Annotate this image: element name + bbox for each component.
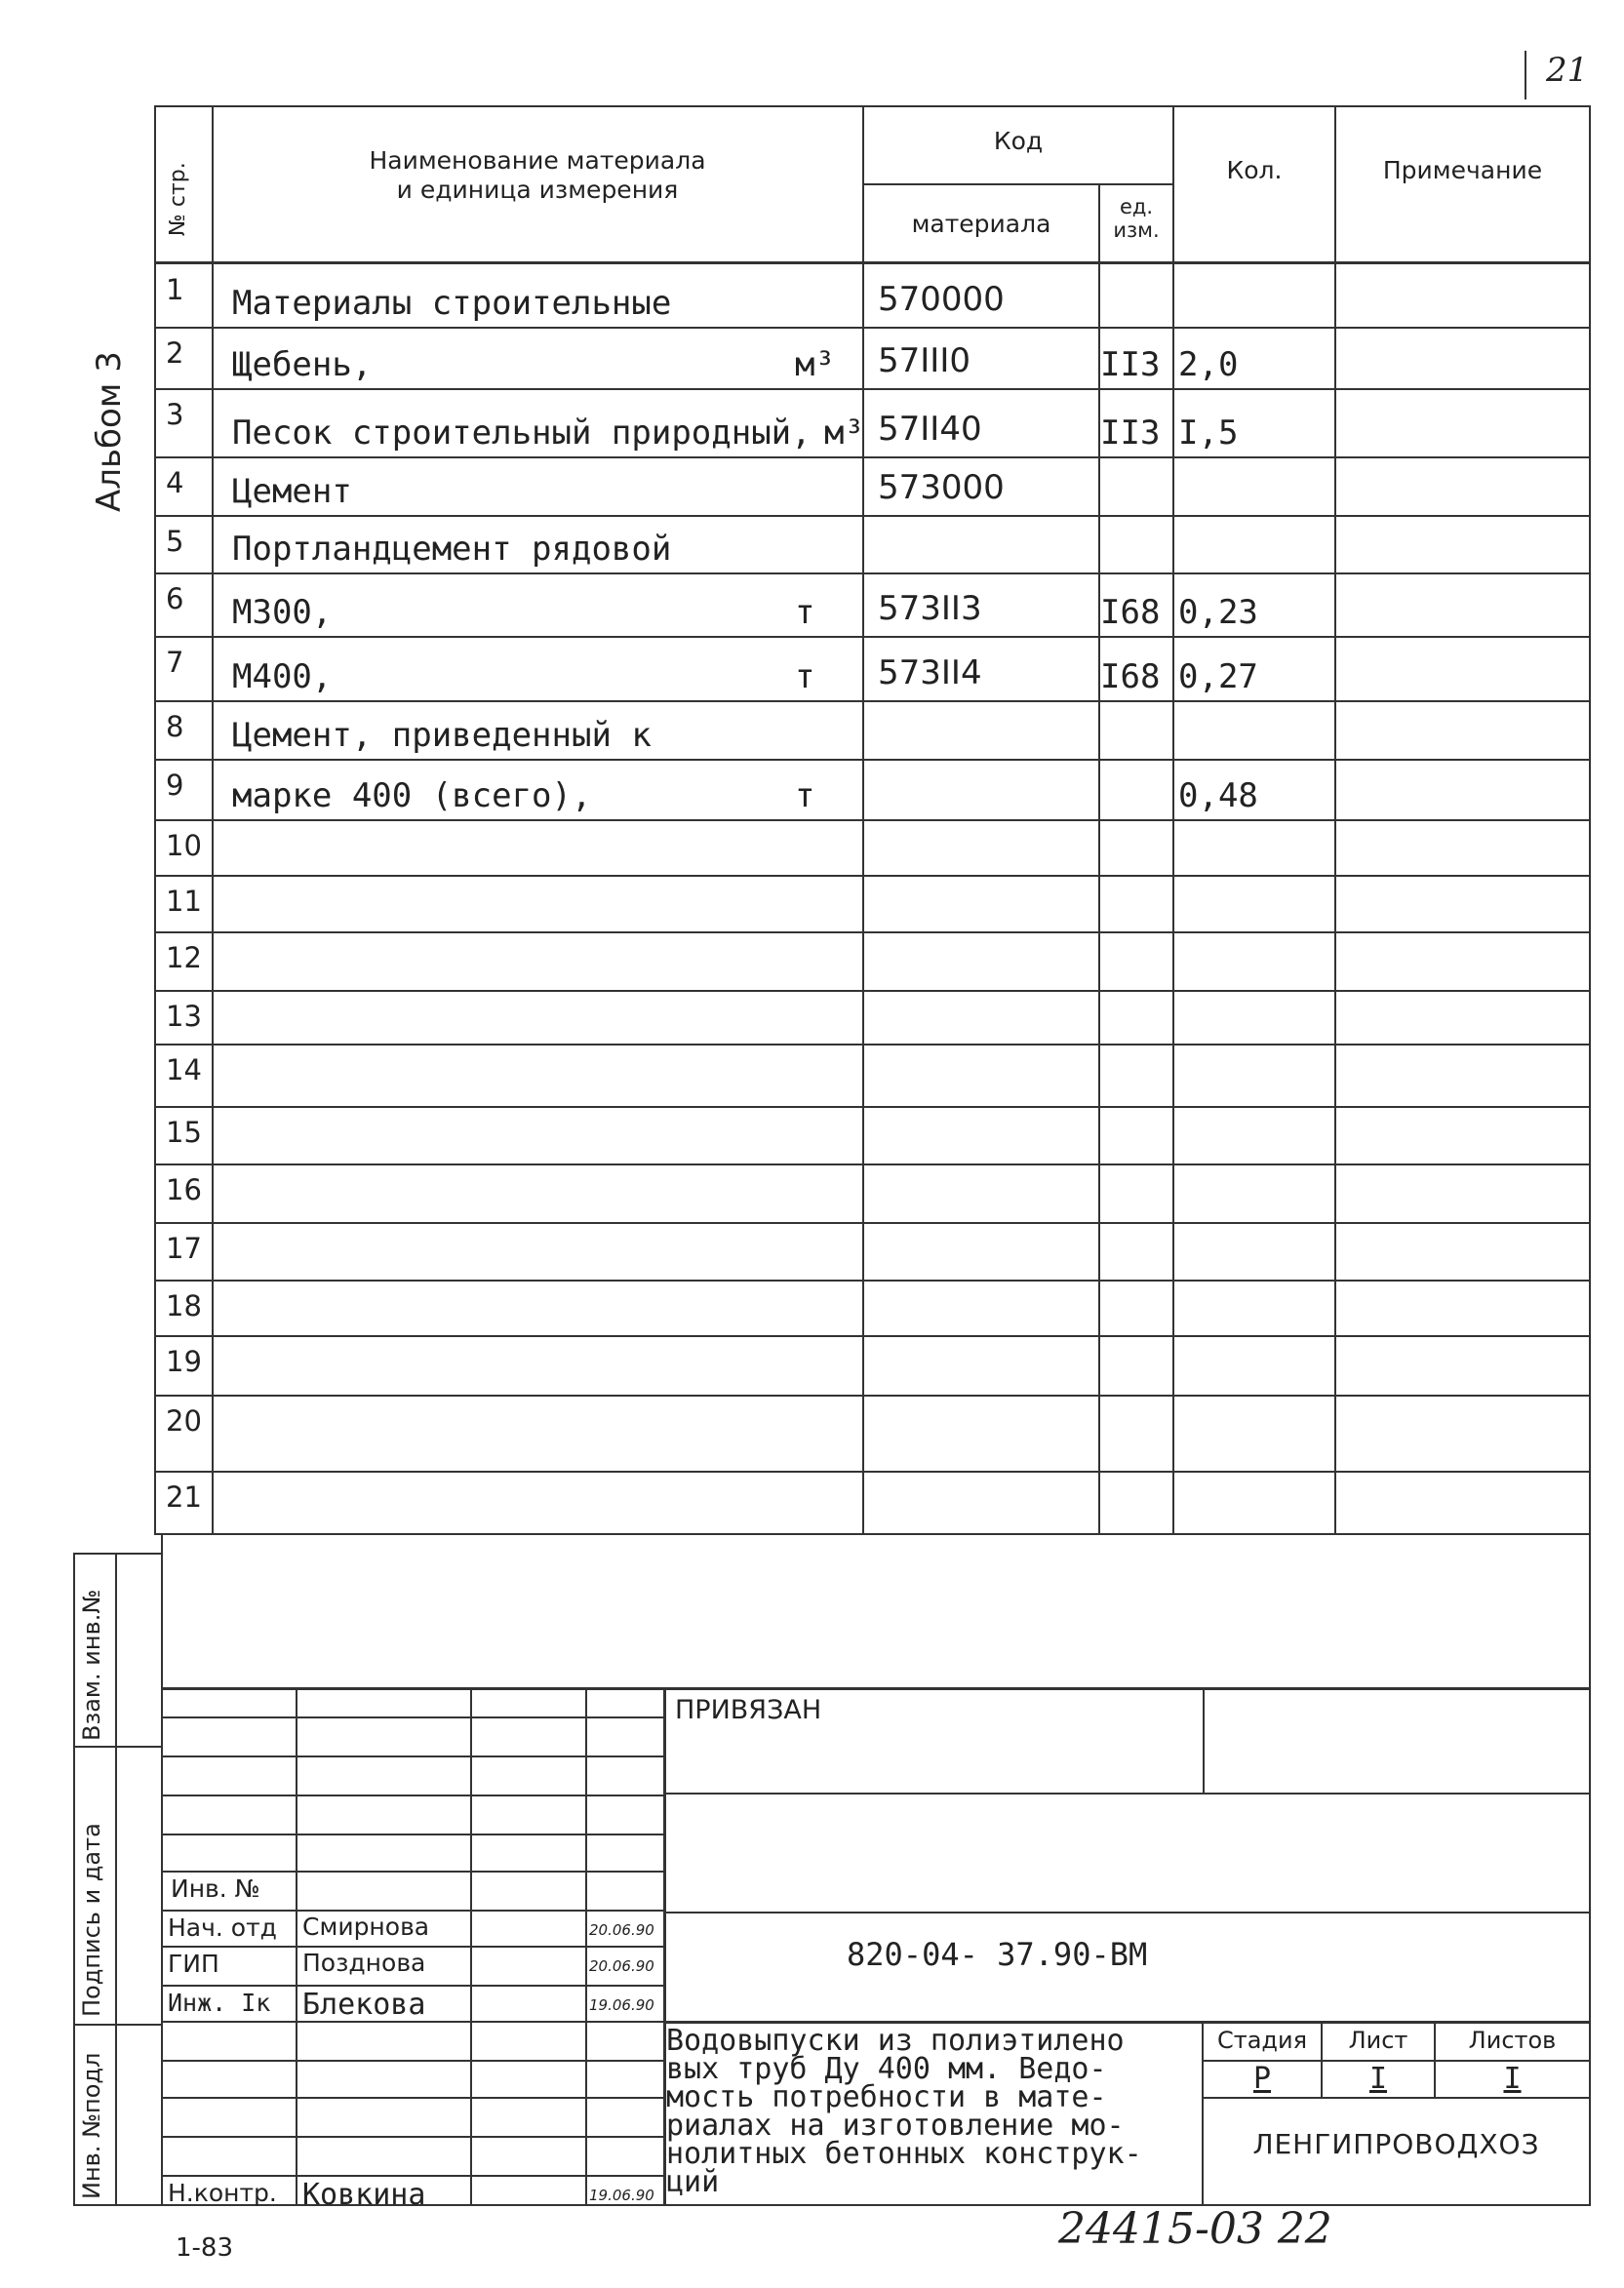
staff-name: Ковкина — [302, 2178, 426, 2212]
row-unit-code: I68 — [1100, 657, 1161, 696]
staff-date: 19.06.90 — [589, 1996, 654, 2014]
row-divider — [154, 1471, 1591, 1473]
row-material-code: 573000 — [878, 468, 1005, 507]
row-number: 13 — [166, 1000, 202, 1033]
row-unit: м³ — [824, 414, 864, 453]
row-material-name: Щебень, — [232, 345, 373, 384]
row-quantity: I,5 — [1178, 414, 1239, 453]
side-label-inv-podl: Инв. №подл — [78, 2052, 105, 2199]
stamp-grid-line — [163, 2175, 664, 2177]
row-unit-code: II3 — [1100, 414, 1161, 453]
row-number: 9 — [166, 769, 184, 802]
staff-role: Инж. Iк — [168, 1989, 271, 2017]
staff-role: Нач. отд — [168, 1913, 277, 1942]
row-material-code: 573II3 — [878, 589, 982, 628]
row-number: 7 — [166, 646, 184, 679]
row-divider — [154, 388, 1591, 390]
stage-label: Стадия — [1216, 2027, 1308, 2054]
row-material-name: Цемент, приведенный к — [232, 716, 652, 755]
staff-role: Н.контр. — [168, 2179, 277, 2207]
stage-value: Р — [1252, 2062, 1272, 2096]
privyazan-label: ПРИВЯЗАН — [675, 1695, 822, 1725]
row-number: 20 — [166, 1404, 202, 1438]
row-quantity: 0,27 — [1178, 657, 1258, 696]
stamp-grid-line — [163, 1834, 664, 1835]
staff-name: Блекова — [302, 1988, 426, 2022]
row-divider — [154, 327, 1591, 329]
row-divider — [154, 1335, 1591, 1337]
row-number: 21 — [166, 1480, 202, 1514]
row-divider — [154, 819, 1591, 821]
row-number: 6 — [166, 582, 184, 615]
staff-date: 20.06.90 — [589, 1957, 654, 1975]
row-number: 5 — [166, 525, 184, 558]
row-number: 8 — [166, 710, 184, 743]
row-divider — [154, 572, 1591, 574]
staff-name: Позднова — [302, 1949, 426, 1977]
row-material-name: Материалы строительные — [232, 284, 672, 323]
row-divider — [154, 1106, 1591, 1108]
row-number: 14 — [166, 1053, 202, 1086]
stamp-grid-line — [163, 1946, 664, 1948]
side-label-vzam: Взам. инв.№ — [78, 1589, 105, 1741]
row-material-name: марке 400 (всего), — [232, 776, 592, 815]
inv-no-label: Инв. № — [171, 1874, 260, 1903]
header-code-unit: ед. изм. — [1113, 195, 1160, 242]
page-number: 21 — [1546, 51, 1589, 90]
row-divider — [154, 1280, 1591, 1282]
row-divider — [154, 636, 1591, 638]
row-number: 19 — [166, 1345, 202, 1378]
row-quantity: 2,0 — [1178, 345, 1239, 384]
row-material-code: 57III0 — [878, 341, 970, 380]
album-label: Альбом 3 — [90, 351, 129, 512]
row-material-code: 570000 — [878, 280, 1005, 319]
row-divider — [154, 515, 1591, 517]
row-unit: т — [795, 776, 815, 815]
sheet-value: I — [1368, 2062, 1388, 2096]
stamp-grid-line — [163, 1871, 664, 1873]
row-divider — [154, 1395, 1591, 1397]
document-title: Водовыпуски из полиэтилено вых труб Ду 400 мм. Ведо- мость потребности в мате- риалах на изготовление мо- нолитных бетонных конструк- ций — [666, 2024, 1142, 2199]
row-number: 3 — [166, 398, 184, 431]
row-number: 17 — [166, 1232, 202, 1265]
footer-left: 1-83 — [176, 2233, 234, 2263]
stamp-grid-line — [163, 1795, 664, 1796]
sheets-value: I — [1503, 2062, 1522, 2096]
row-divider — [154, 990, 1591, 992]
row-divider — [154, 931, 1591, 933]
row-number: 12 — [166, 941, 202, 974]
row-material-code: 573II4 — [878, 653, 982, 692]
stamp-grid-line — [163, 1716, 664, 1718]
stamp-grid-line — [163, 2060, 664, 2062]
row-number: 15 — [166, 1116, 202, 1149]
row-divider — [154, 759, 1591, 761]
staff-name: Смирнова — [302, 1913, 430, 1941]
row-unit: м³ — [795, 345, 835, 384]
row-material-name: Песок строительный природный, — [232, 414, 812, 453]
row-divider — [154, 1533, 1591, 1535]
row-number: 11 — [166, 885, 202, 918]
row-number: 16 — [166, 1173, 202, 1206]
row-number: 10 — [166, 829, 202, 862]
row-quantity: 0,48 — [1178, 776, 1258, 815]
row-divider — [154, 1044, 1591, 1045]
row-material-name: М300, — [232, 593, 333, 632]
organization: ЛЕНГИПРОВОДХОЗ — [1252, 2128, 1540, 2160]
row-divider — [154, 456, 1591, 458]
row-number: 4 — [166, 466, 184, 499]
row-unit: т — [795, 657, 815, 696]
side-label-podpis: Подпись и дата — [78, 1823, 105, 2017]
row-divider — [154, 1164, 1591, 1165]
stamp-grid-line — [163, 1910, 664, 1912]
staff-role: ГИП — [168, 1950, 219, 1978]
row-material-code: 57II40 — [878, 410, 982, 449]
stamp-grid-line — [163, 2136, 664, 2138]
staff-date: 19.06.90 — [589, 2187, 654, 2204]
document-code: 820-04- 37.90-ВМ — [847, 1936, 1148, 1973]
header-name: Наименование материала и единица измерения — [369, 146, 706, 204]
header-row-no: № стр. — [166, 162, 190, 236]
row-material-name: М400, — [232, 657, 333, 696]
row-unit-code: I68 — [1100, 593, 1161, 632]
header-code: Код — [993, 127, 1044, 155]
stamp-grid-line — [163, 1755, 664, 1757]
row-material-name: Цемент — [232, 472, 352, 511]
row-number: 18 — [166, 1289, 202, 1322]
stamp-grid-line — [163, 1985, 664, 1987]
row-divider — [154, 700, 1591, 702]
stamp-grid-line — [163, 2097, 664, 2099]
row-divider — [154, 875, 1591, 877]
row-material-name: Портландцемент рядовой — [232, 530, 672, 569]
row-unit: т — [795, 593, 815, 632]
header-note: Примечание — [1382, 156, 1543, 184]
row-unit-code: II3 — [1100, 345, 1161, 384]
header-qty: Кол. — [1226, 156, 1283, 184]
row-quantity: 0,23 — [1178, 593, 1258, 632]
sheet-label: Лист — [1348, 2027, 1408, 2054]
row-divider — [154, 1222, 1591, 1224]
archive-number: 24415-03 22 — [1058, 2204, 1332, 2254]
row-number: 1 — [166, 273, 184, 306]
staff-date: 20.06.90 — [589, 1921, 654, 1939]
row-number: 2 — [166, 336, 184, 370]
header-code-material: материала — [911, 210, 1051, 238]
sheets-label: Листов — [1468, 2027, 1557, 2054]
